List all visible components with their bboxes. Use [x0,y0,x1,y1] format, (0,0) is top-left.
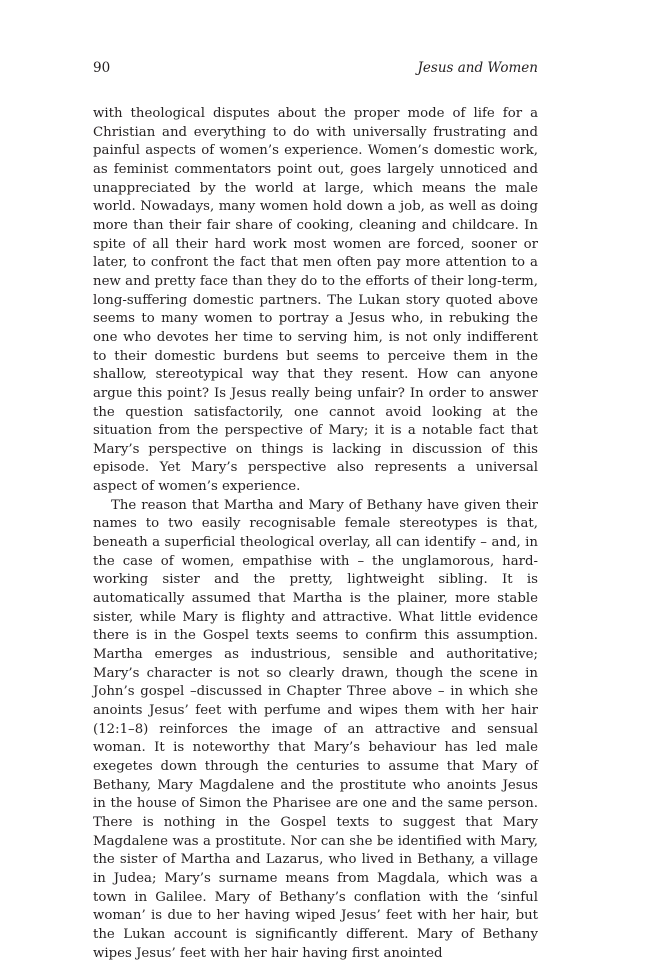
running-head [93,58,538,78]
running-title: Jesus and Women [417,60,538,76]
page-number: 90 [93,60,111,76]
body-text [93,105,538,963]
paragraph-martha-mary: The reason that Martha and Mary of Bethany have given their names to two easily recognisable female stereotypes is that, beneath a superficial theological overlay, all can identify – and, in the case of women, empathise with – the unglamorous, hard-working sister and the pretty, lightweight sibling. It is automatically assumed that Martha is the plainer, more stable sister, while Mary is flighty and attractive. What little evidence there is in the Gospel texts seems to confirm this assumption. Martha emerges as industrious, sensible and authoritative; Mary’s character is not so clearly drawn, though the scene in John’s gospel –discussed in Chapter Three above – in which she anoints Jesus’ feet with perfume and wipes them with her hair (12:1–8) reinforces the image of an attractive and sensual woman. It is noteworthy that Mary’s behaviour has led male exegetes down through the centuries to assume that Mary of Bethany, Mary Magdalene and the prostitute who anoints Jesus in the house of Simon the Pharisee are one and the same person. There is nothing in the Gospel texts to suggest that Mary Magdalene was a prostitute. Nor can she be identified with Mary, the sister of Martha and Lazarus, who lived in Bethany, a village in Judea; Mary’s surname means from Magdala, which was a town in Galilee. Mary of Bethany’s conflation with the ‘sinful woman’ is due to her having wiped Jesus’ feet with her hair, but the Lukan account is significantly different. Mary of Bethany wipes Jesus’ feet with her hair having first anointed [93,497,538,961]
paragraph-continued: with theological disputes about the proper mode of life for a Christian and everything to do with universally frustrating and painful aspects of women’s experience. Women’s domestic work, as feminist commentators point out, goes largely unnoticed and unappreciated by the world at large, which means the male world. Nowadays, many women hold down a job, as well as doing more than their fair share of cooking, cleaning and childcare. In spite of all their hard work most women are forced, sooner or later, to confront the fact that men often pay more attention to a new and pretty face than they do to the efforts of their long-term, long-suffering domestic partners. The Lukan story quoted above seems to many women to portray a Jesus who, in rebuking the one who devotes her time to serving him, is not only indifferent to their domestic burdens but seems to perceive them in the shallow, stereotypical way that they resent. How can anyone argue this point? Is Jesus really being unfair? In order to answer the question satisfactorily, one cannot avoid looking at the situation from the perspective of Mary; it is a notable fact that Mary’s perspective on things is lacking in discussion of this episode. Yet Mary’s perspective also represents a universal aspect of women’s experience. [93,106,538,495]
